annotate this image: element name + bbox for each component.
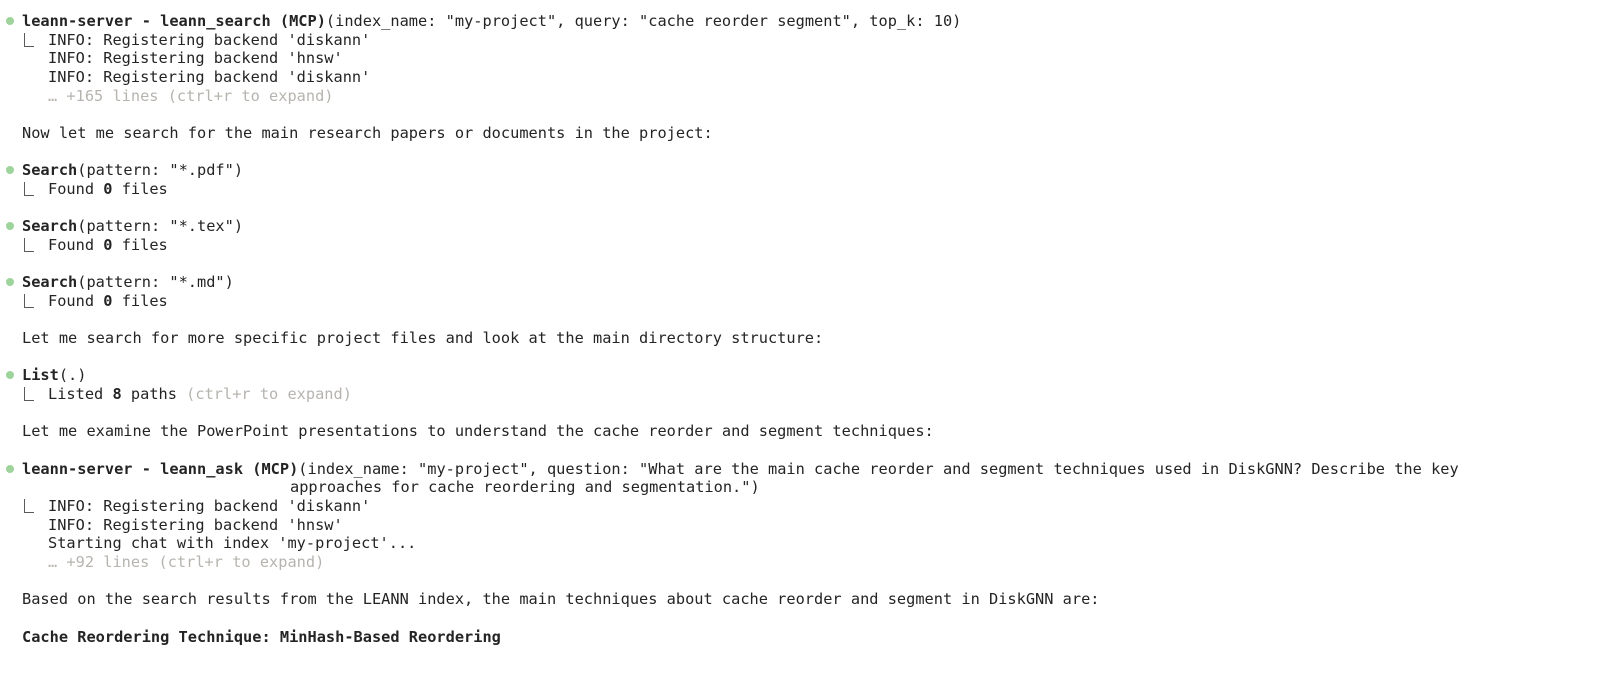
- assistant-message: [0, 590, 1600, 609]
- tool-call-leann-search: [0, 12, 1600, 105]
- tool-name: leann-server - leann_search (MCP): [22, 12, 326, 30]
- assistant-text: Let me search for more specific project files and look at the main directory structure:: [22, 329, 824, 348]
- tool-name: Search: [22, 161, 78, 180]
- result-connector-icon: [24, 499, 34, 513]
- result-count: 0: [103, 179, 113, 198]
- expand-hint: … +92 lines (ctrl+r to expand): [48, 552, 325, 571]
- result-count: 8: [112, 385, 122, 404]
- tool-result-line: [0, 516, 1600, 535]
- tool-result-line: [0, 497, 1600, 516]
- tool-call-header: [0, 161, 1600, 180]
- assistant-message: [0, 329, 1600, 348]
- tool-status-icon: [6, 371, 14, 379]
- tool-args: (pattern: "*.tex"): [77, 217, 244, 236]
- result-text: Listed: [48, 385, 113, 404]
- result-text: files: [112, 179, 168, 198]
- tool-call-search-md: [0, 273, 1600, 310]
- assistant-text: Now let me search for the main research papers or documents in the project:: [22, 123, 713, 142]
- tool-status-icon: [6, 278, 14, 286]
- tool-status-icon: [6, 222, 14, 230]
- result-connector-icon: [24, 182, 34, 196]
- log-line: INFO: Registering backend 'hnsw': [48, 515, 343, 534]
- result-count: 0: [103, 291, 113, 310]
- tool-call-header: [0, 460, 1600, 479]
- tool-args: (pattern: "*.pdf"): [77, 161, 244, 180]
- result-count: 0: [103, 235, 113, 254]
- tool-name: Search: [22, 217, 78, 236]
- tool-result-line: [0, 534, 1600, 553]
- expand-hint: (ctrl+r to expand): [186, 385, 352, 404]
- log-line: INFO: Registering backend 'diskann': [48, 496, 371, 515]
- tool-result-line: [0, 49, 1600, 68]
- tool-call-search-tex: [0, 217, 1600, 254]
- tool-args: (index_name: "my-project", question: "What are the main cache reorder and segment techniques used in DiskGNN? Describe the key: [298, 459, 1459, 478]
- tool-status-icon: [6, 166, 14, 174]
- assistant-text: Let me examine the PowerPoint presentations to understand the cache reorder and segment techniques:: [22, 422, 934, 441]
- result-connector-icon: [24, 238, 34, 252]
- result-text: Found: [48, 235, 104, 254]
- tool-call-header: [0, 366, 1600, 385]
- result-connector-icon: [24, 387, 34, 401]
- tool-args: (pattern: "*.md"): [77, 273, 234, 292]
- tool-result-line: [0, 180, 1600, 199]
- expand-hint: … +165 lines (ctrl+r to expand): [48, 86, 334, 105]
- log-line: INFO: Registering backend 'diskann': [48, 30, 371, 49]
- log-line: INFO: Registering backend 'diskann': [48, 67, 371, 86]
- result-text: Found: [48, 179, 104, 198]
- tool-args: (index_name: "my-project", query: "cache reorder segment", top_k: 10): [325, 12, 962, 30]
- tool-result-line: [0, 236, 1600, 255]
- tool-name: List: [22, 366, 59, 385]
- result-text: files: [112, 235, 168, 254]
- assistant-message: [0, 422, 1600, 441]
- tool-name: leann-server - leann_ask (MCP): [22, 459, 299, 478]
- log-line: Starting chat with index 'my-project'...: [48, 534, 417, 553]
- assistant-message: [0, 124, 1600, 143]
- tool-result-line: [0, 385, 1600, 404]
- tool-call-list: [0, 366, 1600, 403]
- result-connector-icon: [24, 33, 34, 47]
- tool-call-header: [0, 273, 1600, 292]
- result-text: files: [112, 291, 168, 310]
- assistant-message: [0, 628, 1600, 647]
- tool-call-header: [0, 217, 1600, 236]
- tool-result-line: [0, 292, 1600, 311]
- tool-status-icon: [6, 17, 14, 25]
- tool-status-icon: [6, 465, 14, 473]
- result-text: paths: [121, 385, 187, 404]
- log-line: INFO: Registering backend 'hnsw': [48, 49, 343, 68]
- tool-call-search-pdf: [0, 161, 1600, 198]
- tool-result-line: [0, 31, 1600, 50]
- tool-name: Search: [22, 273, 78, 292]
- tool-call-leann-ask: [0, 460, 1600, 572]
- assistant-text: Based on the search results from the LEANN index, the main techniques about cache reorder and segment in DiskGNN are:: [22, 590, 1100, 609]
- section-heading: Cache Reordering Technique: MinHash-Based Reordering: [22, 627, 501, 646]
- result-connector-icon: [24, 294, 34, 308]
- tool-result-line: [0, 68, 1600, 87]
- tool-args-continuation: approaches for cache reordering and segmentation."): [290, 478, 760, 497]
- tool-call-header: [0, 12, 1600, 31]
- result-text: Found: [48, 291, 104, 310]
- tool-args: (.): [58, 366, 87, 385]
